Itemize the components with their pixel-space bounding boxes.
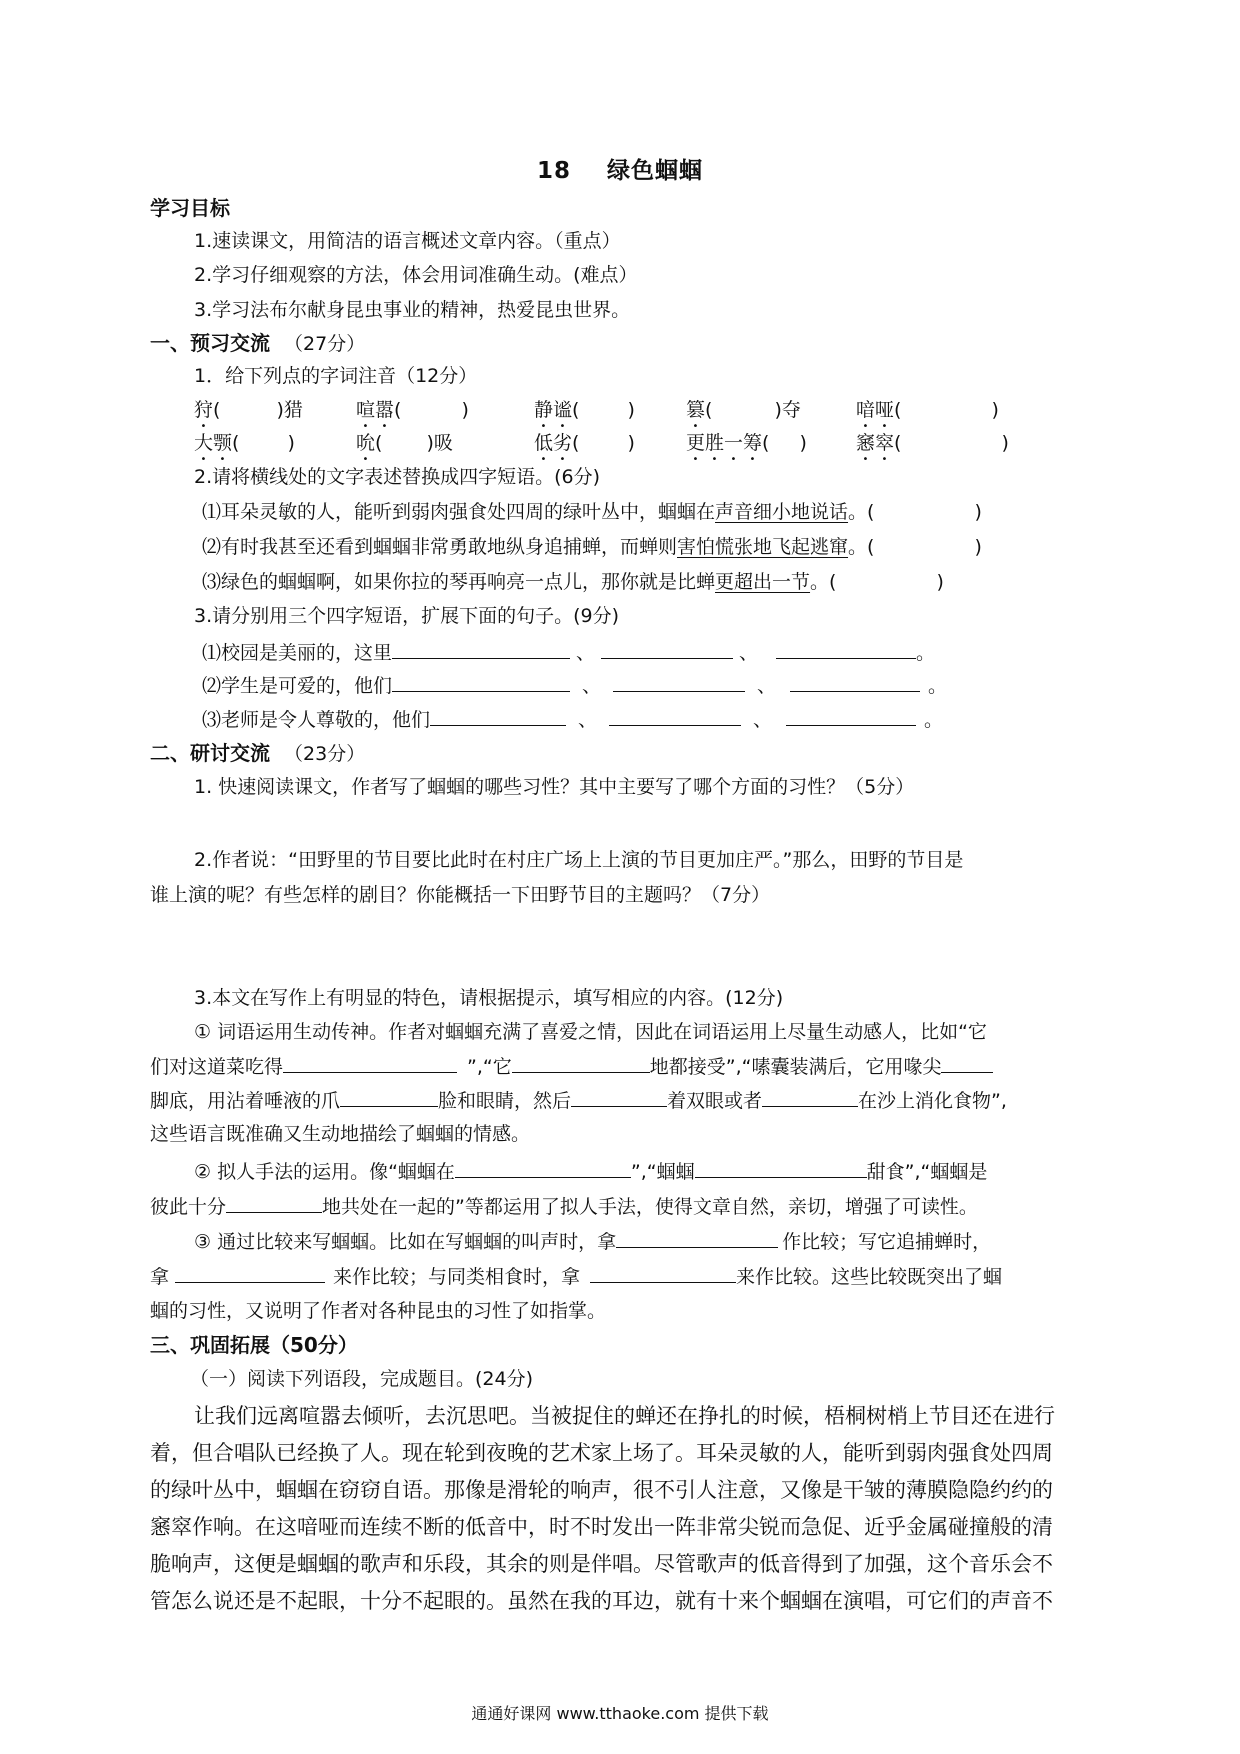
q3-item: ⑴校园是美丽的，这里 、 、 。 (202, 642, 936, 664)
s2-q2-line: 谁上演的呢？有些怎样的剧目？你能概括一下田野节目的主题吗？（7分） (150, 884, 771, 906)
pinyin-item: 喧嚣( ) (356, 399, 469, 421)
lesson-number: 18 (536, 158, 571, 184)
q3-item: ⑵学生是可爱的，他们 、 、 。 (202, 675, 948, 697)
objective-item: 3.学习法布尔献身昆虫事业的精神，热爱昆虫世界。 (194, 299, 631, 321)
page-footer: 通通好课网 www.tthaoke.com 提供下载 (471, 1704, 769, 1723)
s2-q3: 3.本文在写作上有明显的特色，请根据提示，填写相应的内容。(12分) (194, 987, 784, 1009)
p1-line-3: 脚底，用沾着唾液的爪 脸和眼睛，然后 着双眼或者 在沙上消化食物”, (150, 1090, 1007, 1112)
passage-line: 脆响声，这便是蝈蝈的歌声和乐段，其余的则是伴唱。尽管歌声的低音得到了加强，这个音乐会不 (150, 1552, 1053, 1576)
section-1-heading (150, 331, 365, 356)
p1-line-2: 们对这道菜吃得 ”,“它 地都接受”,“嗉囊装满后，它用喙尖 (150, 1054, 993, 1079)
objective-item: 2.学习仔细观察的方法，体会用词准确生动。(难点） (194, 264, 638, 286)
section-1-score: （27分） (284, 333, 366, 355)
pinyin-item: 篡( )夺 (686, 399, 801, 421)
q2-prompt: 2.请将横线处的文字表述替换成四字短语。(6分) (194, 466, 601, 488)
section-2-score: （23分） (284, 743, 366, 765)
q2-item: ⑴耳朵灵敏的人，能听到弱肉强食处四周的绿叶丛中，蝈蝈在声音细小地说话。( ) (202, 501, 982, 523)
lesson-name: 绿色蝈蝈 (607, 158, 703, 184)
q2-item: ⑶绿色的蝈蝈啊，如果你拉的琴再响亮一点儿，那你就是比蝉更超出一节。( ) (202, 571, 944, 593)
passage-line: 着，但合唱队已经换了人。现在轮到夜晚的艺术家上场了。耳朵灵敏的人，能听到弱肉强食处四周 (150, 1441, 1053, 1465)
p3-line-3: 蝈的习性，又说明了作者对各种昆虫的习性了如指掌。 (150, 1300, 607, 1322)
passage-line: 的绿叶丛中，蝈蝈在窃窃自语。那像是滑轮的响声，很不引人注意，又像是干皱的薄膜隐隐约约的 (150, 1478, 1053, 1502)
p2-line-2: 彼此十分 地共处在一起的”等都运用了拟人手法，使得文章自然，亲切，增强了可读性。 (150, 1196, 978, 1218)
reading-subheading: （一）阅读下列语段，完成题目。(24分) (190, 1368, 534, 1390)
p3-line-2: 拿 来作比较；与同类相食时，拿 来作比较。这些比较既突出了蝈 (150, 1266, 1003, 1288)
pinyin-item: 喑哑( ) (856, 399, 999, 421)
q1-prompt: 1．给下列点的字词注音（12分） (194, 365, 478, 387)
pinyin-item: 窸窣( ) (856, 432, 1009, 454)
passage-line: 窸窣作响。在这喑哑而连续不断的低音中，时不时发出一阵非常尖锐而急促、近乎金属碰撞般的清 (150, 1515, 1053, 1539)
pinyin-item: 大颚( ) (194, 432, 295, 454)
pinyin-item: 低劣( ) (534, 432, 635, 454)
s2-q2-line: 2.作者说：“田野里的节目要比此时在村庄广场上上演的节目更加庄严。”那么，田野的节目是 (194, 849, 964, 871)
pinyin-item: 静谧( ) (534, 399, 635, 421)
objective-item: 1.速读课文，用简洁的语言概述文章内容。（重点） (194, 230, 621, 252)
s2-q1: 1. 快速阅读课文，作者写了蝈蝈的哪些习性？其中主要写了哪个方面的习性？（5分） (194, 776, 915, 798)
p1-line-4: 这些语言既准确又生动地描绘了蝈蝈的情感。 (150, 1123, 531, 1145)
section-3-heading: 三、巩固拓展（50分） (150, 1333, 358, 1357)
passage-line: 管怎么说还是不起眼，十分不起眼的。虽然在我的耳边，就有十来个蝈蝈在演唱，可它们的声音不 (150, 1589, 1053, 1613)
pinyin-item: 更胜一筹( ) (686, 432, 807, 454)
lesson-title (0, 152, 1240, 185)
passage-line: 让我们远离喧嚣去倾听，去沉思吧。当被捉住的蝉还在挣扎的时候，梧桐树梢上节目还在进行 (194, 1404, 1055, 1428)
section-1-title: 一、预习交流 (150, 331, 270, 355)
q2-item: ⑵有时我甚至还看到蝈蝈非常勇敢地纵身追捕蝉，而蝉则害怕慌张地飞起逃窜。( ) (202, 536, 982, 558)
objectives-heading: 学习目标 (150, 196, 230, 220)
section-2-title: 二、研讨交流 (150, 741, 270, 765)
q3-prompt: 3.请分别用三个四字短语，扩展下面的句子。(9分) (194, 605, 620, 627)
p3-line-1: ③ 通过比较来写蝈蝈。比如在写蝈蝈的叫声时，拿 作比较；写它追捕蝉时， (194, 1231, 992, 1253)
pinyin-item: 狩( )猎 (194, 399, 303, 421)
q3-item: ⑶老师是令人尊敬的，他们 、 、 。 (202, 709, 944, 731)
p1-line-1: ① 词语运用生动传神。作者对蝈蝈充满了喜爱之情，因此在词语运用上尽量生动感人，比如“它 (194, 1021, 987, 1043)
pinyin-item: 吮( )吸 (356, 432, 453, 454)
section-2-heading (150, 741, 365, 766)
p2-line-1: ② 拟人手法的运用。像“蝈蝈在 ”,“蝈蝈 甜食”,“蝈蝈是 (194, 1161, 988, 1183)
